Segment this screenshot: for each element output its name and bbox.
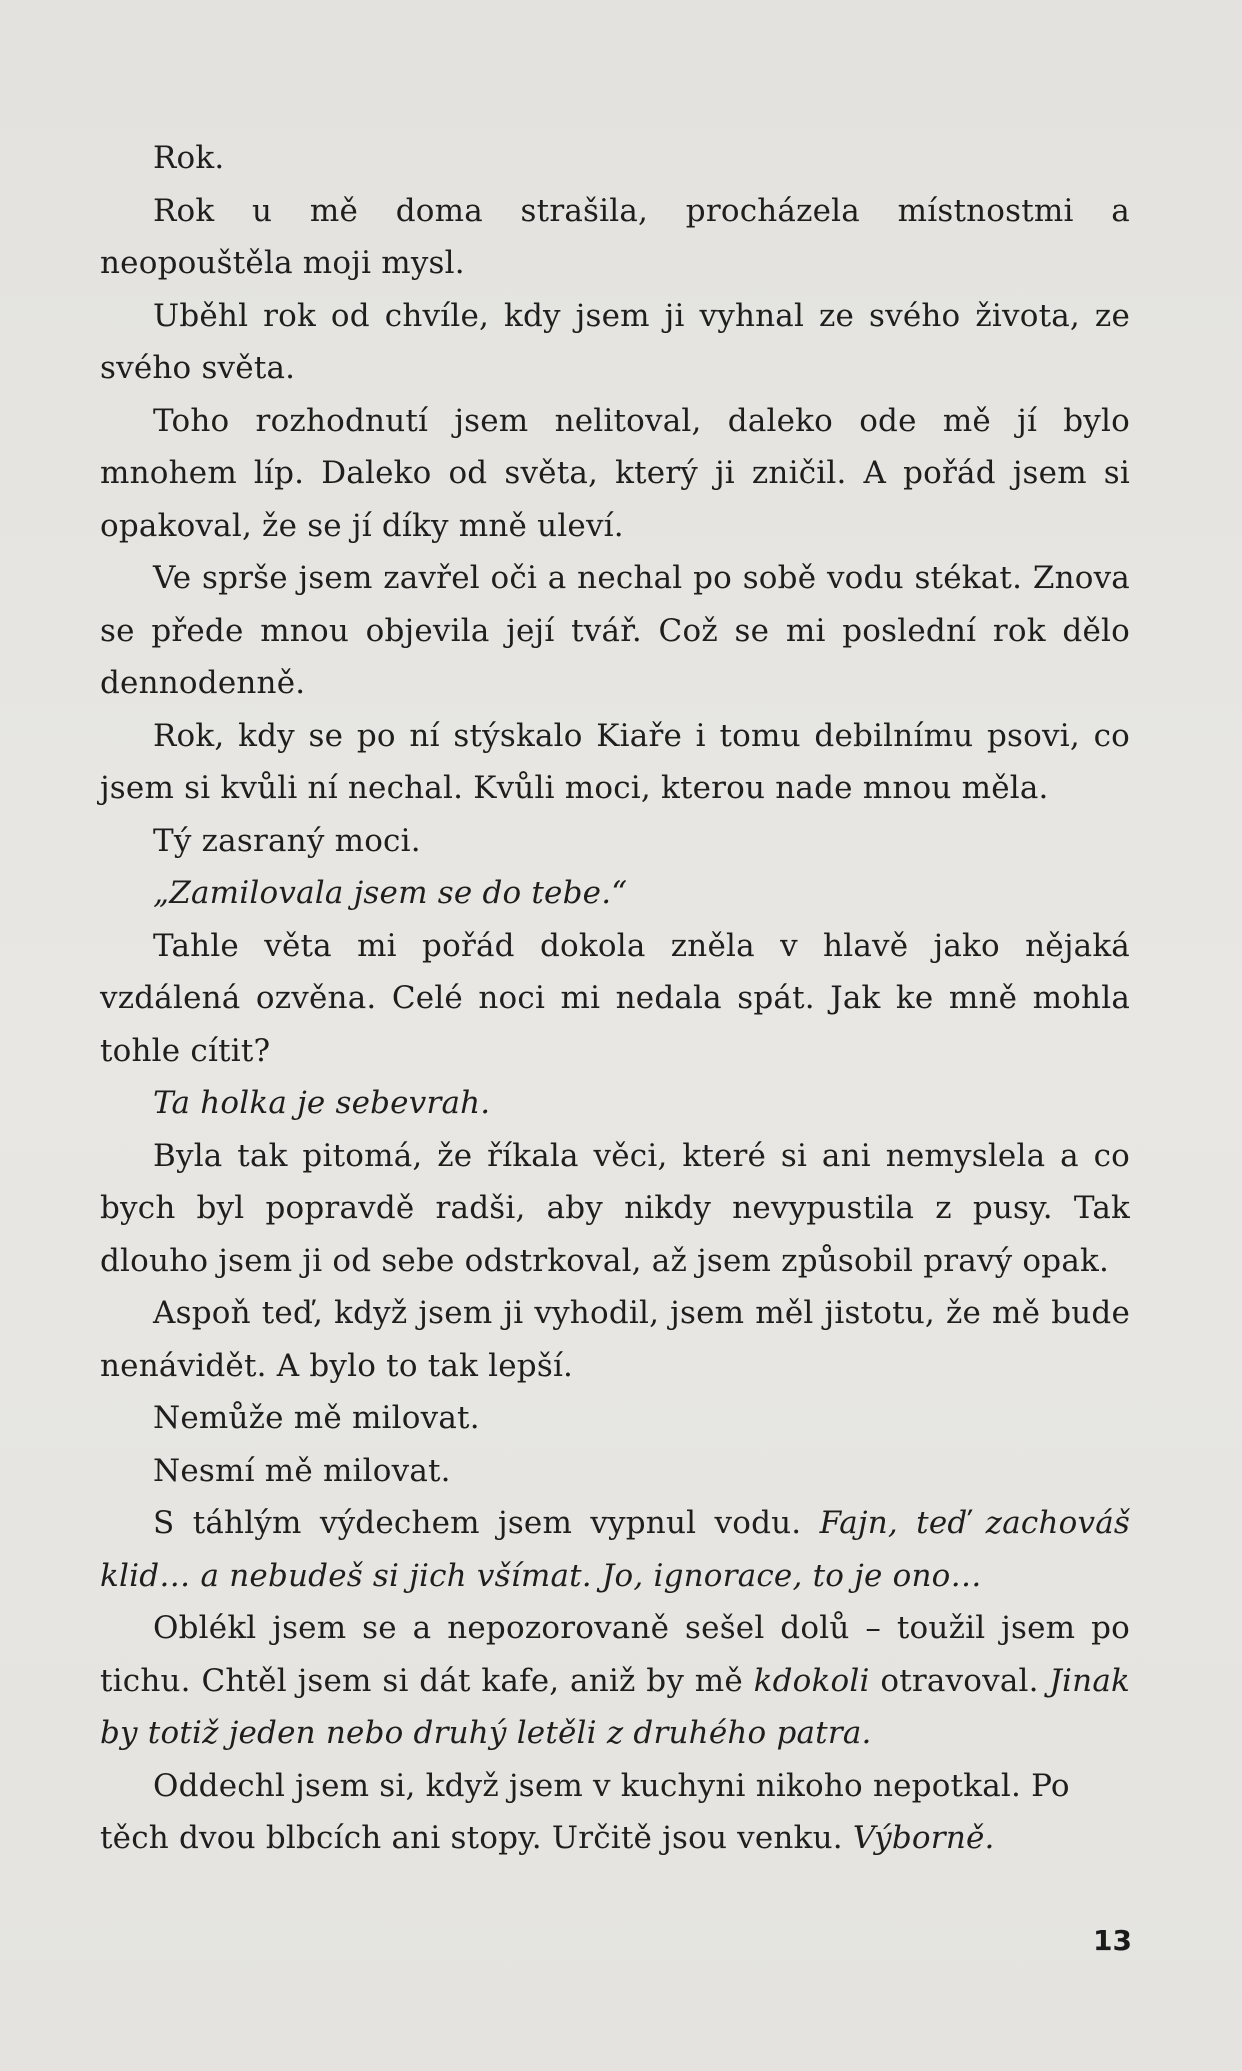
text-segment: Rok u mě doma strašila, procházela místnostmi a neopouštěla moji mysl. bbox=[100, 192, 1130, 281]
italic-text-segment: kdokoli bbox=[753, 1662, 870, 1699]
text-segment: Nesmí mě milovat. bbox=[153, 1452, 451, 1489]
paragraph bbox=[100, 1602, 1130, 1760]
paragraph bbox=[100, 710, 1130, 815]
italic-text-segment: „Zamilovala jsem se do tebe.“ bbox=[153, 875, 628, 911]
paragraph bbox=[100, 1130, 1130, 1288]
paragraph bbox=[100, 1392, 1130, 1445]
text-segment: Tahle věta mi pořád dokola zněla v hlavě jako nějaká vzdálená ozvěna. Celé noci mi nedala spát. Jak ke mně mohla tohle cítit? bbox=[100, 927, 1130, 1069]
text-segment: Nemůže mě milovat. bbox=[153, 1400, 480, 1436]
text-segment: otravoval. bbox=[869, 1662, 1050, 1699]
paragraph bbox=[100, 132, 1130, 185]
text-segment: Ve sprše jsem zavřel oči a nechal po sobě vodu stékat. Znova se přede mnou objevila její tvář. Což se mi poslední rok dělo dennodenně. bbox=[100, 560, 1130, 701]
paragraph bbox=[100, 815, 1130, 868]
text-segment: Toho rozhodnutí jsem nelitoval, daleko ode mě jí bylo mnohem líp. Daleko od světa, který ji zničil. A pořád jsem si opakoval, že se jí díky mně uleví. bbox=[100, 402, 1130, 544]
italic-text-segment: Ta holka je sebevrah. bbox=[153, 1085, 491, 1121]
text-segment: Oblékl jsem se a nepozorovaně sešel dolů – toužil jsem po tichu. Chtěl jsem si dát kafe, aniž by mě bbox=[100, 1610, 1130, 1699]
paragraph bbox=[100, 395, 1130, 553]
paragraph bbox=[100, 1445, 1130, 1498]
paragraph bbox=[100, 1497, 1130, 1602]
paragraph bbox=[100, 1077, 1130, 1130]
text-segment: Oddechl jsem si, když jsem v kuchyni nikoho nepotkal. Po těch dvou blbcích ani stopy. Určitě jsou venku. bbox=[100, 1767, 1070, 1856]
paragraph bbox=[100, 1287, 1130, 1392]
text-segment: Byla tak pitomá, že říkala věci, které si ani nemyslela a co bych byl popravdě radši, aby nikdy nevypustila z pusy. Tak dlouho jsem ji od sebe odstrkoval, až jsem způsobil pravý opak. bbox=[100, 1137, 1130, 1279]
text-segment: Uběhl rok od chvíle, kdy jsem ji vyhnal ze svého života, ze svého světa. bbox=[100, 297, 1130, 386]
paragraph bbox=[100, 290, 1130, 395]
text-segment: Rok, kdy se po ní stýskalo Kiaře i tomu debilnímu psovi, co jsem si kvůli ní nechal. Kvůli moci, kterou nade mnou měla. bbox=[100, 717, 1130, 806]
paragraph bbox=[100, 867, 1130, 920]
text-segment: Tý zasraný moci. bbox=[153, 822, 421, 859]
paragraph bbox=[100, 185, 1130, 290]
paragraph bbox=[100, 552, 1130, 710]
text-segment: S táhlým výdechem jsem vypnul vodu. bbox=[153, 1505, 820, 1541]
paragraph bbox=[100, 1760, 1130, 1865]
page-number: 13 bbox=[1093, 1924, 1132, 1957]
body-text bbox=[100, 132, 1130, 1865]
italic-text-segment: Fajn, teď zachováš klid… a nebudeš si jich všímat. Jo, ignorace, to je ono… bbox=[100, 1505, 1130, 1594]
paragraph bbox=[100, 920, 1130, 1078]
text-segment: Aspoň teď, když jsem ji vyhodil, jsem měl jistotu, že mě bude nenávidět. A bylo to tak lepší. bbox=[100, 1295, 1130, 1384]
italic-text-segment: Výborně. bbox=[852, 1820, 995, 1856]
text-segment: Rok. bbox=[153, 140, 225, 176]
italic-text-segment: Jinak by totiž jeden nebo druhý letěli z druhého patra. bbox=[100, 1662, 1130, 1751]
